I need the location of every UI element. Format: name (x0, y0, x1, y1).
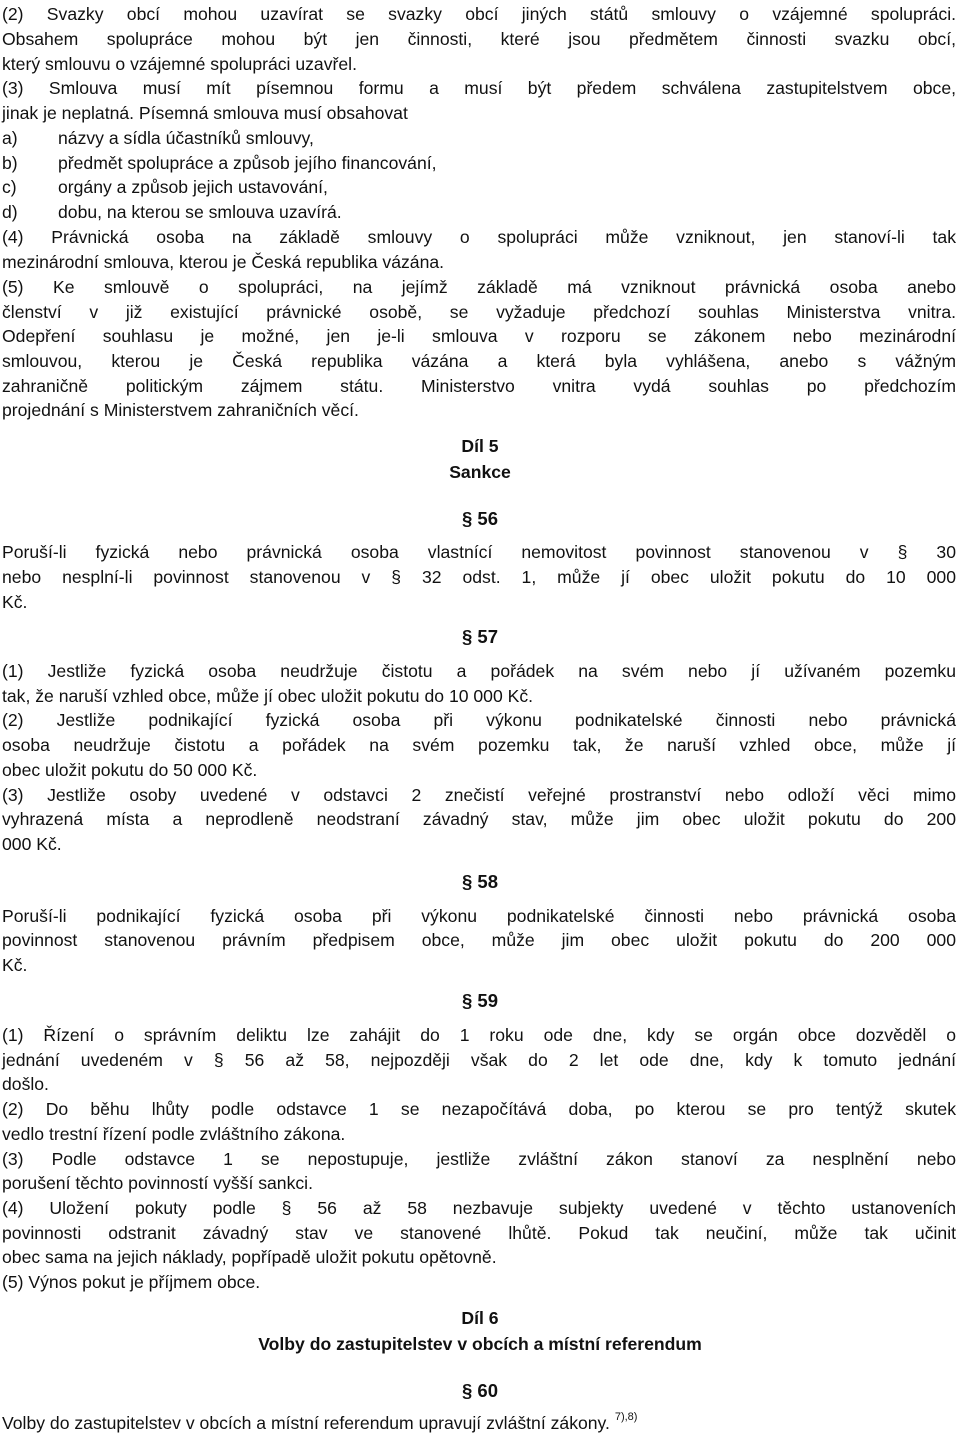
text-line: povinnosti odstranit závadný stav ve stanovené lhůtě. Pokud tak neučiní, může tak učinit (2, 1223, 956, 1243)
text-line: Poruší-li fyzická nebo právnická osoba vlastnící nemovitost povinnost stanovenou v § 30 (2, 542, 956, 562)
text-line: jednání uvedeném v § 56 až 58, nejpozději však do 2 let ode dne, kdy k tomuto jednání (2, 1050, 956, 1070)
text-line: vyhrazená místa a neprodleně neodstraní závadný stav, může jim obec uložit pokutu do 200 (2, 809, 956, 829)
text-line: došlo. (2, 1074, 49, 1094)
text-line: který smlouvu o vzájemné spolupráci uzavřel. (2, 54, 357, 74)
text-line: Odepření souhlasu je možné, jen je-li smlouva v rozporu se zákonem nebo mezinárodní (2, 326, 956, 346)
text-line: Kč. (2, 955, 28, 975)
list-item-text: předmět spolupráce a způsob jejího financování, (58, 153, 437, 173)
list-item (2, 151, 902, 175)
text-line: obec uložit pokutu do 50 000 Kč. (2, 760, 258, 780)
text-line: mezinárodní smlouva, kterou je Česká republika vázána. (2, 252, 445, 272)
list-item (2, 126, 902, 150)
section-heading: § 60 (461, 1380, 498, 1401)
text-line (2, 1411, 956, 1435)
text-line: povinnost stanovenou právním předpisem obce, může jim obec uložit pokutu do 200 000 (2, 930, 956, 950)
text-line: (3) Jestliže osoby uvedené v odstavci 2 znečistí veřejné prostranství nebo odloží věci mimo (2, 785, 956, 805)
text-line: (2) Do běhu lhůty podle odstavce 1 se nezapočítává doba, po kterou se pro tentýž skutek (2, 1099, 956, 1119)
text-line: (4) Uložení pokuty podle § 56 až 58 nezbavuje subjekty uvedené v těchto ustanoveních (2, 1198, 956, 1218)
text-line: projednání s Ministerstvem zahraničních věcí. (2, 400, 359, 420)
text-line: zahraničně politickým zájmem státu. Ministerstvo vnitra vydá souhlas po předchozím (2, 376, 956, 396)
list-item-letter: d) (2, 202, 18, 222)
text-line: tak, že naruší vzhled obce, může jí obec uložit pokutu do 10 000 Kč. (2, 686, 534, 706)
section-heading: § 56 (461, 508, 498, 529)
text-line: vedlo trestní řízení podle zvláštního zákona. (2, 1124, 346, 1144)
text-line: (2) Jestliže podnikající fyzická osoba při výkonu podnikatelské činnosti nebo právnická (2, 710, 956, 730)
section-text: Volby do zastupitelstev v obcích a místní referendum upravují zvláštní zákony. (2, 1413, 610, 1433)
part-title: Díl 5 (461, 436, 499, 456)
part-title: Díl 6 (461, 1308, 499, 1328)
list-item-text: orgány a způsob jejich ustavování, (58, 177, 328, 197)
list-item (2, 175, 902, 199)
text-line: Obsahem spolupráce mohou být jen činnosti, které jsou předmětem činnosti svazku obcí, (2, 29, 956, 49)
section-heading: § 58 (461, 871, 498, 892)
text-line: (5) Výnos pokut je příjmem obce. (2, 1272, 261, 1292)
section-heading: § 59 (461, 990, 498, 1011)
text-line: Poruší-li podnikající fyzická osoba při výkonu podnikatelské činnosti nebo právnická osoba (2, 906, 956, 926)
text-line: (1) Jestliže fyzická osoba neudržuje čistotu a pořádek na svém nebo jí užívaném pozemku (2, 661, 956, 681)
list-item-letter: b) (2, 153, 18, 173)
section-heading: § 57 (461, 626, 498, 647)
text-line: jinak je neplatná. Písemná smlouva musí obsahovat (2, 103, 408, 123)
text-line: obec sama na jejich náklady, popřípadě uložit pokutu opětovně. (2, 1247, 497, 1267)
list-item-text: dobu, na kterou se smlouva uzavírá. (58, 202, 342, 222)
text-line: členství v již existující právnické osobě, se vyžaduje předchozí souhlas Ministerstva vnitra. (2, 302, 956, 322)
list-item-letter: a) (2, 128, 18, 148)
text-line: (1) Řízení o správním deliktu lze zahájit do 1 roku ode dne, kdy se orgán obce dozvěděl o (2, 1025, 956, 1045)
list-item (2, 200, 902, 224)
text-line: (3) Podle odstavce 1 se nepostupuje, jestliže zvláštní zákon stanoví za nesplnění nebo (2, 1149, 956, 1169)
text-line: (4) Právnická osoba na základě smlouvy o spolupráci může vzniknout, jen stanoví-li tak (2, 227, 956, 247)
text-line: osoba neudržuje čistotu a pořádek na svém pozemku tak, že naruší vzhled obce, může jí (2, 735, 956, 755)
list-item-text: názvy a sídla účastníků smlouvy, (58, 128, 314, 148)
text-line: 000 Kč. (2, 834, 62, 854)
text-line: (5) Ke smlouvě o spolupráci, na jejímž základě má vzniknout právnická osoba anebo (2, 277, 956, 297)
text-line: (3) Smlouva musí mít písemnou formu a musí být předem schválena zastupitelstvem obce, (2, 78, 956, 98)
part-subtitle: Volby do zastupitelstev v obcích a místní referendum (258, 1334, 702, 1354)
footnote-reference[interactable]: 7),8) (614, 1411, 638, 1423)
text-line: nebo nesplní-li povinnost stanovenou v § 32 odst. 1, může jí obec uložit pokutu do 10 000 (2, 567, 956, 587)
part-subtitle: Sankce (449, 462, 511, 482)
text-line: (2) Svazky obcí mohou uzavírat se svazky obcí jiných států smlouvy o vzájemné spolupráci. (2, 4, 956, 24)
text-line: Kč. (2, 592, 28, 612)
text-line: porušení těchto povinností vyšší sankci. (2, 1173, 313, 1193)
text-line: smlouvou, kterou je Česká republika vázána a která byla vyhlášena, anebo s vážným (2, 351, 956, 371)
list-item-letter: c) (2, 177, 17, 197)
